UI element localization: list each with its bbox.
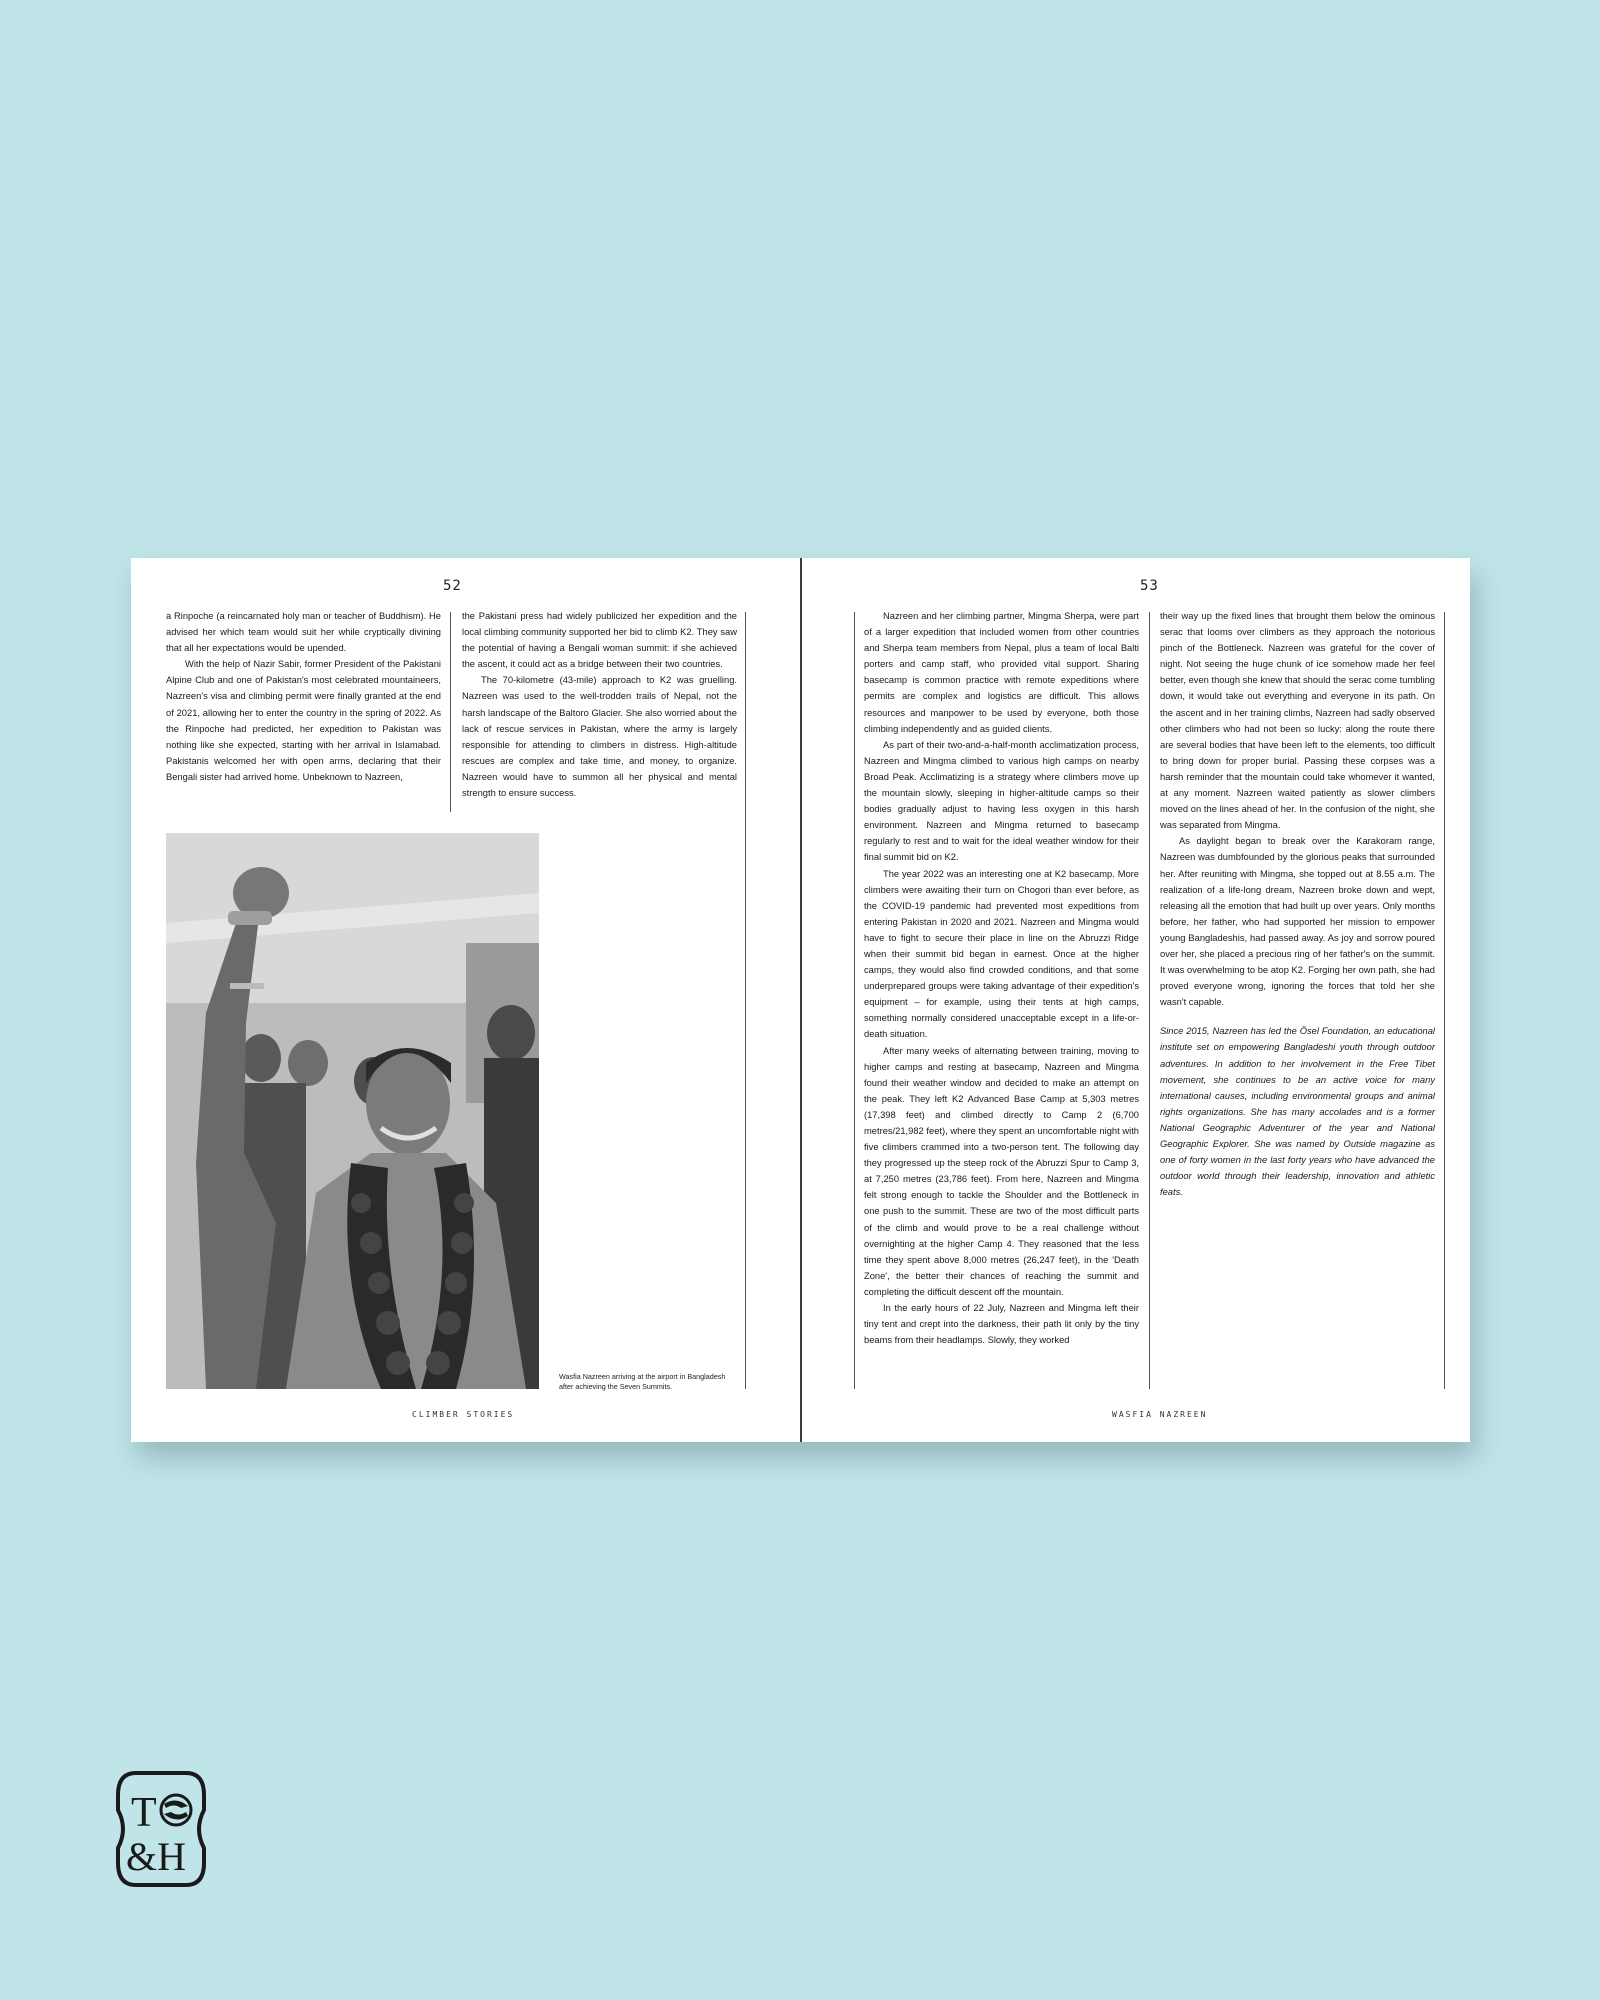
paragraph: the Pakistani press had widely publicized her expedition and the local climbing community supported her bid to climb K2. They saw the potential of having a Bengali woman summit: if she achieved the ascent, it could act as a bridge between their two countries.: [462, 611, 737, 670]
paragraph: After many weeks of alternating between training, moving to higher camps and resting at basecamp, Nazreen and Mingma found their weather window and decided to make an attempt on the peak. They left K2 Advanced Base Camp at 5,303 metres (17,398 feet) and climbed directly to Camp 2 (6,700 metres/21,982 feet), where they spent an uncomfortable night with five climbers crammed into a two-person tent. The following day they progressed up the steep rock of the Abruzzi Spur to Camp 3, at 7,250 metres (23,786 feet). From here, Nazreen and Mingma felt strong enough to tackle the Shoulder and the Bottleneck in one push to the summit. These are two of the most difficult parts of the climb and would prove to be a real challenge without overnighting at the higher Camp 4. They reasoned that the less time they spent above 8,000 metres (26,247 feet), in the 'Death Zone', the better their chances of reaching the summit and completing the difficult descent off the mountain.: [864, 1045, 1139, 1297]
svg-text:T: T: [131, 1790, 157, 1836]
photo-caption: Wasfia Nazreen arriving at the airport in Bangladesh after achieving the Seven Summits.: [559, 1372, 726, 1391]
footer-right: WASFIA NAZREEN: [1112, 1410, 1208, 1419]
paragraph: Nazreen and her climbing partner, Mingma Sherpa, were part of a larger expedition that included women from other countries and Sherpa team members from Nepal, plus a team of local Balti porters and camp staff, who provided vital support. Sharing basecamp is common practice with remote expeditions where permits are complex and logistics are difficult. This allows resources and manpower to be used by everyone, both those climbing independently and as guided clients.: [864, 611, 1139, 734]
paragraph: The 70-kilometre (43-mile) approach to K2 was gruelling. Nazreen was used to the well-trodden trails of Nepal, not the harsh landscape of the Baltoro Glacier. She also worried about the lack of rescue services in Pakistan, where the army is largely responsible for attending to climbers in distress. High-altitude rescues are complex and take time, and money, to organize. Nazreen would have to summon all her physical and mental strength to ensure success.: [462, 675, 737, 799]
paragraph: With the help of Nazir Sabir, former President of the Pakistani Alpine Club and one of Pakistan's most celebrated mountaineers, Nazreen's visa and climbing permit were finally granted at the end of 2021, allowing her to enter the country in the spring of 2022. As the Rinpoche had predicted, her expedition to Pakistan was nothing like she expected, starting with her arrival in Islamabad. Pakistanis welcomed her with open arms, declaring that their Bengali sister had arrived home. Unbeknown to Nazreen,: [166, 659, 441, 782]
paragraph: In the early hours of 22 July, Nazreen and Mingma left their tiny tent and crept into the darkness, their path lit only by the tiny beams from their headlamps. Slowly, they worked: [864, 1303, 1139, 1346]
column-rule: [1444, 612, 1445, 1389]
thames-and-hudson-logo: [114, 1770, 208, 1888]
photo-illustration: [166, 833, 539, 1389]
svg-text:&H: &H: [126, 1834, 186, 1879]
column-rule: [450, 612, 451, 812]
page-number-left: 52: [443, 578, 462, 594]
left-column-1: [166, 608, 441, 785]
column-rule: [1149, 612, 1150, 1389]
paragraph: As daylight began to break over the Karakoram range, Nazreen was dumbfounded by the glorious peaks that surrounded her. After reuniting with Mingma, she topped out at 8.55 a.m. The realization of a life-long dream, Nazreen broke down and wept, releasing all the emotion that had built up over years. Only months before, her father, who had supported her mission to empower young Bangladeshis, had passed away. As joy and sorrow poured over her, she placed a precious ring of her father's on the summit. It was overwhelming to be atop K2. Forging her own path, she had proved everyone wrong, ignoring the forces that told her she wasn't capable.: [1160, 836, 1435, 1008]
right-column-1: [864, 608, 1139, 1348]
column-rule: [854, 612, 855, 1389]
fish-icon: [161, 1795, 191, 1825]
paragraph: a Rinpoche (a reincarnated holy man or teacher of Buddhism). He advised her which team would suit her while cryptically divining that all her expectations would be upended.: [166, 611, 441, 654]
author-bio: Since 2015, Nazreen has led the Ösel Foundation, an educational institute set on empowering Bangladeshi youth through outdoor adventures. In addition to her involvement in the Free Tibet movement, she continues to be an active voice for many international causes, including environmental groups and animal rights organizations. She has many accolades and is a former National Geographic Adventurer of the year and National Geographic Explorer. She was named by Outside magazine as one of forty women in the last forty years who have advanced the outdoor world through their leadership, innovation and athletic feats.: [1160, 1026, 1435, 1198]
page-gutter: [800, 558, 802, 1442]
column-rule: [745, 612, 746, 1389]
right-column-2: [1160, 608, 1435, 1200]
paragraph: As part of their two-and-a-half-month acclimatization process, Nazreen and Mingma climbed to various high camps on nearby Broad Peak. Acclimatizing is a strategy where climbers move up the mountain slowly, sleeping in higher-altitude camps so their bodies gradually adjust to having less oxygen in this harsh environment. Nazreen and Mingma returned to basecamp regularly to rest and to wait for the ideal weather window for their final summit bid on K2.: [864, 739, 1139, 863]
book-spread: [131, 558, 1470, 1442]
paragraph: their way up the fixed lines that brought them below the ominous serac that looms over climbers as they approach the notorious pinch of the Bottleneck. Nazreen was grateful for the cover of night. Not seeing the huge chunk of ice somehow made her feel better, even though she knew that should the serac come tumbling down, it would take out everything and everyone in its path. On the ascent and in her training climbs, Nazreen had sadly observed other climbers who had not been so lucky: along the route there are several bodies that have been left to the elements, too difficult to bring down for proper burial. Passing these corpses was a harsh reminder that the mountain could take whomever it wanted, at any moment. Nazreen waited patiently as slower climbers moved on the lines ahead of her. In the confusion of the night, she was separated from Mingma.: [1160, 611, 1435, 831]
paragraph: The year 2022 was an interesting one at K2 basecamp. More climbers were awaiting their turn on Chogori than ever before, as the COVID-19 pandemic had prevented most expeditions from entering Pakistan in 2020 and 2021. Nazreen and Mingma would have to fight to secure their place in line on the Abruzzi Ridge when their summit bid began in earnest. Once at the higher camps, they would also find crowded conditions, and that some underprepared groups were taking advantage of their expedition's equipment – for example, using their tents at high camps, something normally considered unacceptable except in a life-or-death situation.: [864, 868, 1139, 1040]
page-number-right: 53: [1140, 578, 1159, 594]
left-column-2: [462, 608, 737, 801]
portrait-photo: [166, 833, 539, 1389]
footer-left: CLIMBER STORIES: [412, 1410, 515, 1419]
